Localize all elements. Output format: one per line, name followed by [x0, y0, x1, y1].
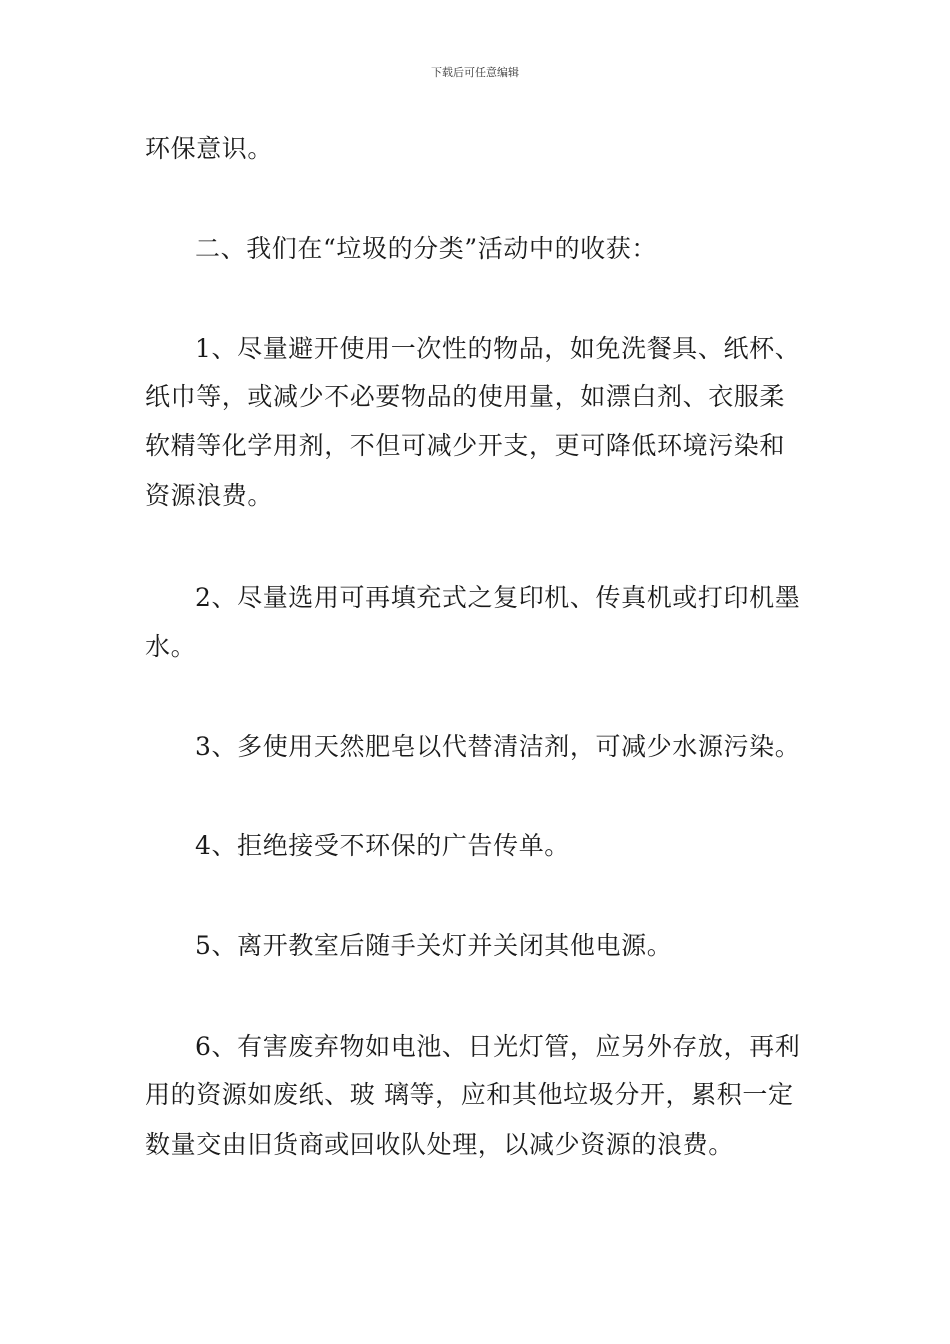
- paragraph-line: 5、离开教室后随手关灯并关闭其他电源。: [195, 931, 673, 960]
- paragraph-line: 水。: [145, 632, 197, 661]
- paragraph-line: 软精等化学用剂，不但可减少开支，更可降低环境污染和: [145, 431, 786, 460]
- paragraph-line: 2、尽量选用可再填充式之复印机、传真机或打印机墨: [195, 583, 801, 612]
- paragraph-line: 用的资源如废纸、玻 璃等，应和其他垃圾分开，累积一定: [145, 1080, 794, 1109]
- page-header: 下载后可任意编辑: [431, 66, 519, 79]
- paragraph-line: 1、尽量避开使用一次性的物品，如免洗餐具、纸杯、: [195, 334, 801, 363]
- section-heading: 二、我们在“垃圾的分类”活动中的收获：: [195, 234, 657, 263]
- paragraph-line: 资源浪费。: [145, 481, 274, 510]
- paragraph-line: 3、多使用天然肥皂以代替清洁剂，可减少水源污染。: [195, 732, 801, 761]
- paragraph-line: 纸巾等，或减少不必要物品的使用量，如漂白剂、衣服柔: [145, 382, 786, 411]
- paragraph-line: 数量交由旧货商或回收队处理，以减少资源的浪费。: [145, 1130, 734, 1159]
- paragraph-line: 环保意识。: [145, 134, 274, 163]
- paragraph-line: 4、拒绝接受不环保的广告传单。: [195, 831, 570, 860]
- paragraph-line: 6、有害废弃物如电池、日光灯管，应另外存放，再利: [195, 1032, 801, 1061]
